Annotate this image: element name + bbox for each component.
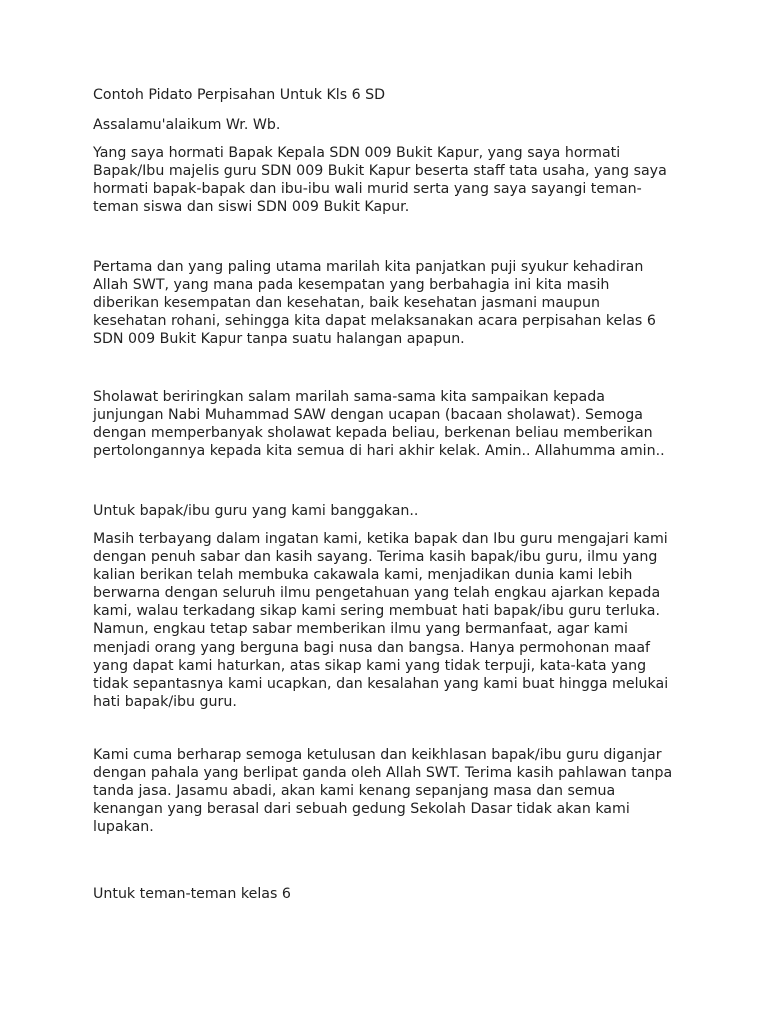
text-line: berwarna dengan seluruh ilmu pengetahuan yang telah engkau ajarkan kepada bbox=[93, 585, 661, 602]
text-line: hati bapak/ibu guru. bbox=[93, 693, 237, 710]
text-line: Sholawat beriringkan salam marilah sama-sama kita sampaikan kepada bbox=[93, 389, 605, 405]
document-title bbox=[93, 86, 683, 104]
text-line: Masih terbayang dalam ingatan kami, ketika bapak dan Ibu guru mengajari kami bbox=[93, 531, 668, 547]
text-line: Untuk teman-teman kelas 6 bbox=[93, 886, 291, 902]
text-line: Kami cuma berharap semoga ketulusan dan keikhlasan bapak/ibu guru diganjar bbox=[93, 747, 662, 763]
sholawat-paragraph bbox=[93, 388, 683, 460]
text-line: kenangan yang berasal dari sebuah gedung Sekolah Dasar tidak akan kami bbox=[93, 801, 630, 818]
text-line: Yang saya hormati Bapak Kepala SDN 009 Bukit Kapur, yang saya hormati bbox=[93, 145, 621, 161]
text-line: Bapak/Ibu majelis guru SDN 009 Bukit Kapur beserta staff tata usaha, yang saya bbox=[93, 163, 667, 180]
text-line: dengan memperbanyak sholawat kepada beliau, berkenan beliau memberikan bbox=[93, 425, 653, 442]
greeting bbox=[93, 116, 683, 134]
teacher-address-heading bbox=[93, 502, 683, 520]
text-line: hormati bapak-bapak dan ibu-ibu wali murid serta yang saya sayangi teman- bbox=[93, 181, 642, 198]
hope-paragraph bbox=[93, 746, 683, 836]
text-line: diberikan kesempatan dan kesehatan, baik kesehatan jasmani maupun bbox=[93, 295, 601, 312]
text-line: junjungan Nabi Muhammad SAW dengan ucapan (bacaan sholawat). Semoga bbox=[93, 407, 643, 424]
text-line: lupakan. bbox=[93, 819, 154, 836]
text-line: teman siswa dan siswi SDN 009 Bukit Kapur. bbox=[93, 199, 410, 216]
teacher-gratitude-paragraph bbox=[93, 530, 683, 711]
text-line: menjadi orang yang berguna bagi nusa dan bangsa. Hanya permohonan maaf bbox=[93, 639, 651, 656]
salutation-paragraph bbox=[93, 144, 683, 216]
text-line: SDN 009 Bukit Kapur tanpa suatu halangan apapun. bbox=[93, 331, 465, 348]
text-line: Contoh Pidato Perpisahan Untuk Kls 6 SD bbox=[93, 87, 386, 103]
text-line: Namun, engkau tetap sabar memberikan ilmu yang bermanfaat, agar kami bbox=[93, 621, 629, 638]
text-line: Pertama dan yang paling utama marilah kita panjatkan puji syukur kehadiran bbox=[93, 259, 644, 275]
opening-paragraph bbox=[93, 258, 683, 348]
text-line: tidak sepantasnya kami ucapkan, dan kesalahan yang kami buat hingga melukai bbox=[93, 675, 669, 692]
text-line: kami, walau terkadang sikap kami sering membuat hati bapak/ibu guru terluka. bbox=[93, 603, 660, 620]
text-line: yang dapat kami haturkan, atas sikap kami yang tidak terpuji, kata-kata yang bbox=[93, 657, 647, 674]
classmates-address-heading bbox=[93, 885, 683, 903]
text-line: pertolongannya kepada kita semua di hari akhir kelak. Amin.. Allahumma amin.. bbox=[93, 443, 665, 460]
text-line: dengan penuh sabar dan kasih sayang. Terima kasih bapak/ibu guru, ilmu yang bbox=[93, 549, 658, 566]
text-line: tanda jasa. Jasamu abadi, akan kami kenang sepanjang masa dan semua bbox=[93, 783, 616, 800]
text-line: Assalamu'alaikum Wr. Wb. bbox=[93, 117, 281, 133]
text-line: kalian berikan telah membuka cakawala kami, menjadikan dunia kami lebih bbox=[93, 567, 633, 584]
text-line: Allah SWT, yang mana pada kesempatan yang berbahagia ini kita masih bbox=[93, 277, 610, 294]
text-line: dengan pahala yang berlipat ganda oleh Allah SWT. Terima kasih pahlawan tanpa bbox=[93, 765, 673, 782]
text-line: kesehatan rohani, sehingga kita dapat melaksanakan acara perpisahan kelas 6 bbox=[93, 313, 656, 330]
text-line: Untuk bapak/ibu guru yang kami banggakan.. bbox=[93, 503, 419, 519]
